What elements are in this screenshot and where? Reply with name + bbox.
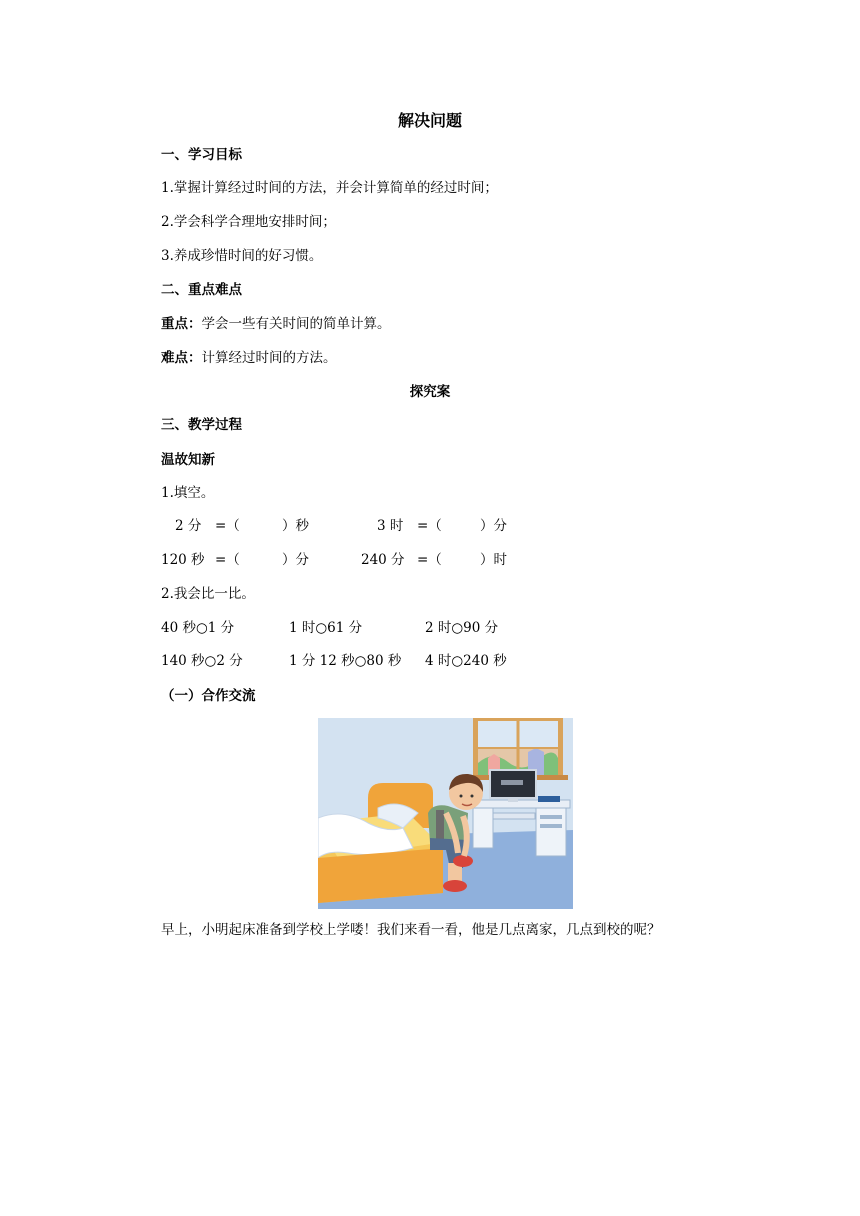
review-heading: 温故知新 [161, 452, 215, 468]
section-heading-process: 三、教学过程 [161, 417, 242, 433]
compare-cell: 140 秒○2 分 [161, 653, 243, 669]
section-heading-key-points: 二、重点难点 [161, 282, 242, 298]
fill-cell: 3 时 [377, 518, 404, 534]
fill-cell: =（ [215, 552, 240, 568]
goal-item-3: 3.养成珍惜时间的好习惯。 [161, 248, 323, 264]
page-title: 解决问题 [397, 111, 462, 130]
fill-cell: ）秒 [282, 518, 309, 534]
difficulty-point [161, 348, 337, 368]
compare-cell: 40 秒○1 分 [161, 620, 235, 636]
fill-blank-label: 1.填空。 [161, 485, 215, 501]
compare-cell: 1 分 12 秒○80 秒 [289, 653, 402, 669]
fill-cell: =（ [417, 552, 442, 568]
fill-cell: ）时 [480, 552, 507, 568]
key-point-text: 学会一些有关时间的简单计算。 [201, 316, 391, 332]
goal-item-2: 2.学会科学合理地安排时间； [161, 214, 336, 230]
key-point [161, 314, 391, 334]
fill-cell: ）分 [282, 552, 309, 568]
fill-cell: =（ [417, 518, 442, 534]
fill-cell: ）分 [480, 518, 507, 534]
key-point-label: 重点： [161, 316, 202, 332]
fill-cell: =（ [215, 518, 240, 534]
compare-label: 2.我会比一比。 [161, 586, 255, 602]
inquiry-title: 探究案 [409, 384, 451, 400]
section-heading-goals: 一、学习目标 [161, 147, 242, 163]
goal-item-1: 1.掌握计算经过时间的方法，并会计算简单的经过时间； [161, 180, 498, 196]
fill-cell: 240 分 [361, 552, 405, 568]
compare-cell: 1 时○61 分 [289, 620, 363, 636]
question-text: 早上，小明起床准备到学校上学喽！我们来看一看，他是几点离家，几点到校的呢？ [161, 922, 661, 938]
compare-cell: 2 时○90 分 [425, 620, 499, 636]
difficulty-text: 计算经过时间的方法。 [201, 350, 337, 366]
compare-cell: 4 时○240 秒 [425, 653, 507, 669]
fill-cell: 2 分 [175, 518, 202, 534]
cooperation-heading: （一）合作交流 [161, 688, 256, 704]
fill-cell: 120 秒 [161, 552, 205, 568]
bedroom-illustration [318, 718, 573, 909]
difficulty-label: 难点： [161, 350, 202, 366]
